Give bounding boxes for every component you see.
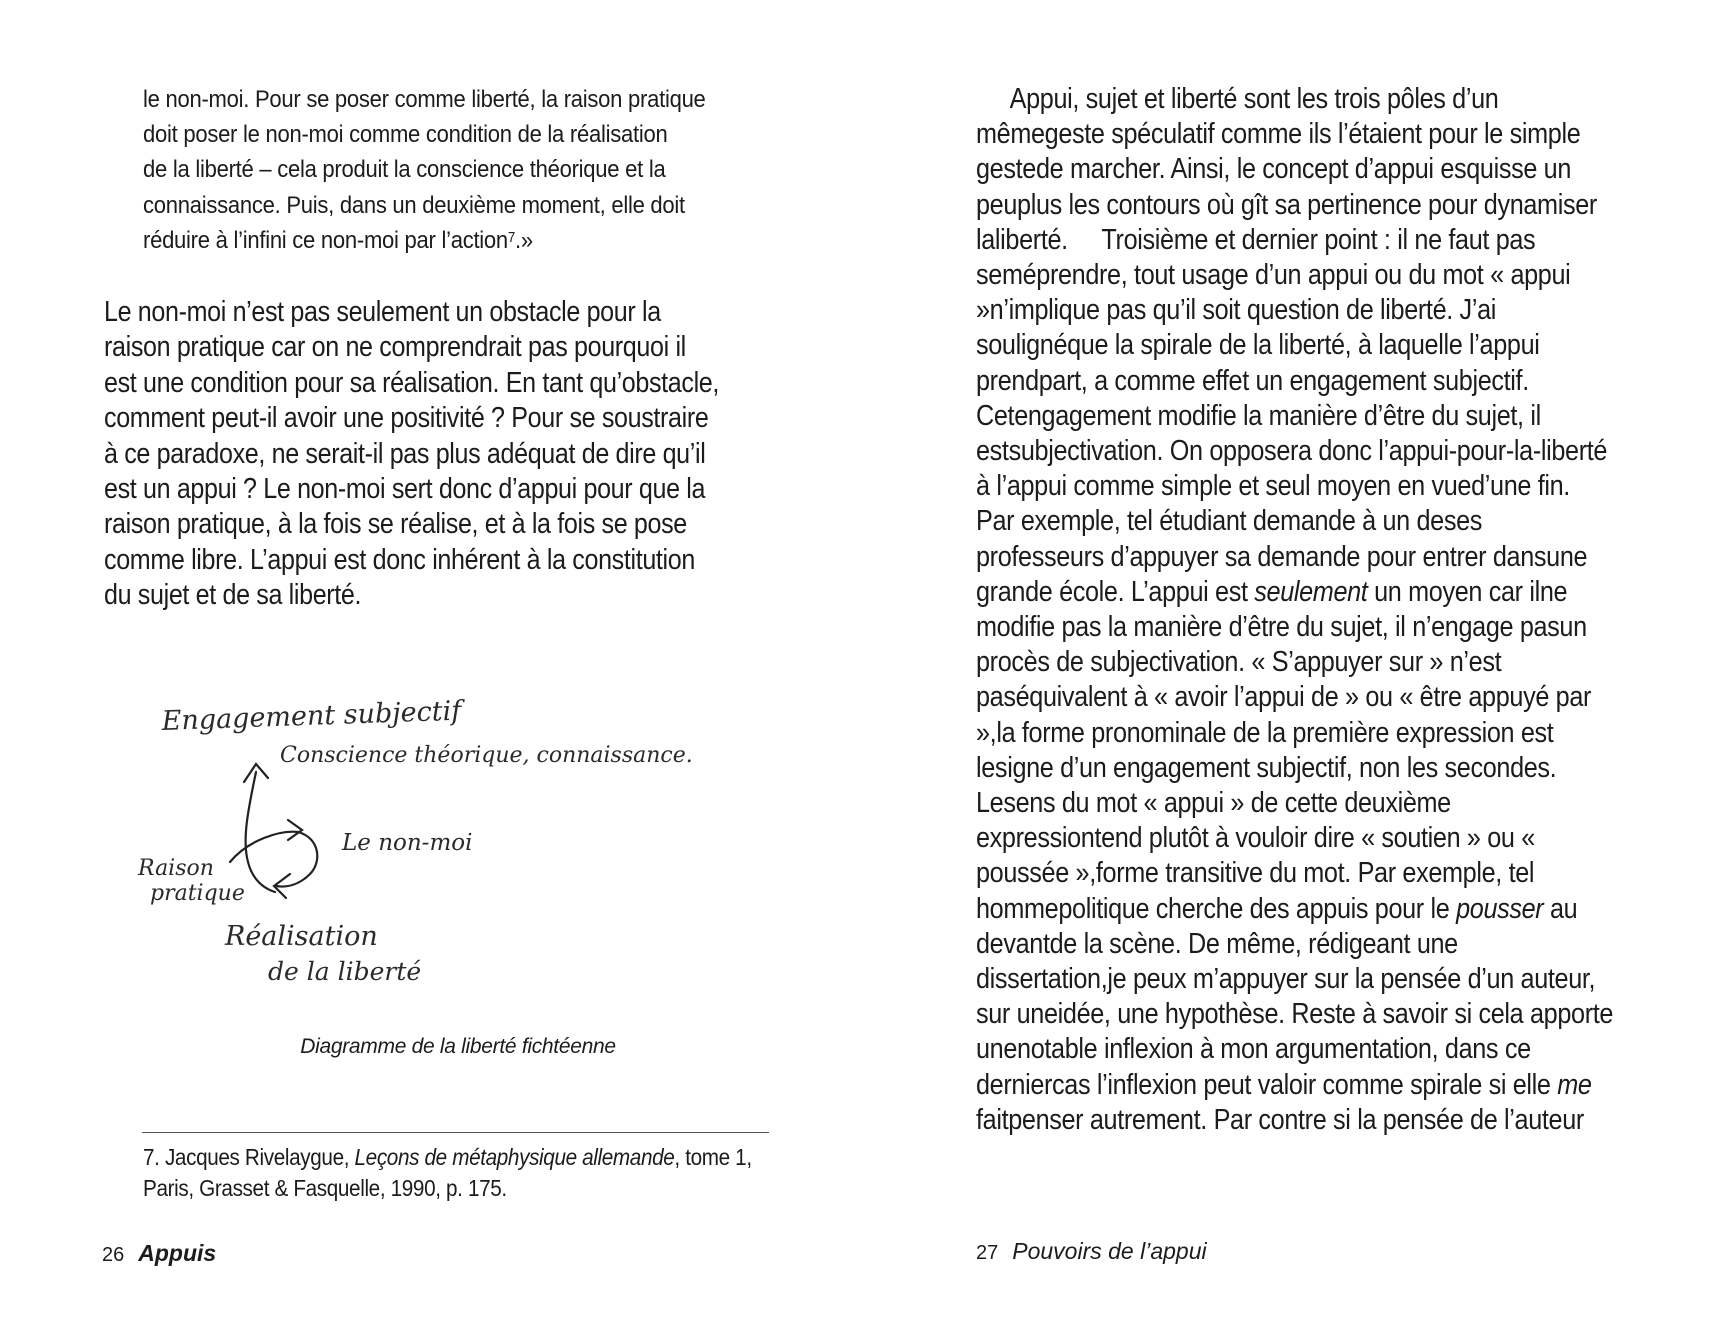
quote-line: le non-moi. Pour se poser comme liberté, la raison pratique — [143, 86, 706, 113]
running-title: Pouvoirs de l’appui — [1012, 1238, 1207, 1264]
quote-line-text: réduire à l’infini ce non-moi par l’action — [143, 226, 508, 254]
cycle-top-head — [288, 820, 302, 840]
text-segment: de marcher. Ainsi, le concept d’appui esquisse un peu — [976, 153, 1572, 221]
text-segment: penser autrement. Par contre si la pensée de l’auteur — [1008, 1103, 1584, 1136]
text-segment: forme transitive du mot. Par exemple, tel homme — [976, 857, 1535, 925]
text-segment: sens du mot « appui » de cette deuxième expression — [976, 787, 1451, 855]
text-line: Le non-moi n’est pas seulement un obstacle pour la — [104, 296, 661, 328]
text-line: raison pratique car on ne comprendrait pas pourquoi — [104, 331, 669, 364]
text-line: se soustraire à ce paradoxe, ne serait-il pas plus adéquat — [104, 402, 709, 470]
footnote-book-title: Leçons de métaphysique allemande — [354, 1144, 675, 1170]
footnote-volume: , tome 1, — [674, 1144, 752, 1170]
text-segment: liberté à l’appui comme simple et seul moyen en vue — [976, 435, 1608, 503]
text-line: constitution du sujet et de sa liberté. — [104, 543, 695, 612]
text-segment: subjectivation. On opposera donc l’appui-pour-la- — [1008, 435, 1541, 468]
quote-line-last — [143, 223, 719, 258]
text-segment: cas l’inflexion peut valoir comme spirale si elle — [1052, 1068, 1558, 1101]
text-segment: notable inflexion à mon argumentation, dans ce dernier — [976, 1033, 1531, 1101]
text-segment: idée, une hypothèse. Reste à savoir si cela apporte une — [976, 998, 1614, 1066]
body-paragraph — [104, 295, 720, 614]
text-segment: la forme pronominale de la première expression est le — [976, 716, 1554, 784]
text-segment: liberté. — [994, 223, 1068, 256]
text-line: il est une condition pour sa réalisation. En tant — [104, 331, 686, 399]
folio-left — [102, 1240, 216, 1267]
page-number: 26 — [102, 1244, 125, 1266]
text-line: fois se pose comme libre. L’appui est donc inhérent à la — [104, 508, 687, 576]
emphasis-text: me — [1557, 1068, 1592, 1101]
handwritten-diagram — [130, 690, 770, 990]
quote-line: doit poser le non-moi comme condition de la réalisation — [143, 121, 668, 149]
text-segment: méprendre, tout usage d’un appui ou du mot « appui » — [976, 259, 1571, 327]
emphasis-text: seulement — [1254, 575, 1368, 608]
emphasis-text: pousser — [1456, 892, 1544, 925]
text-segment: politique cherche des appuis pour le — [1058, 892, 1457, 925]
arrow-up-stroke — [246, 772, 275, 892]
footnote-divider — [142, 1132, 769, 1133]
text-line: de dire qu’il est un appui ? Le non-moi sert donc d’appui — [104, 437, 706, 506]
text-segment: n’implique pas qu’il soit question de liberté. J’ai souligné — [976, 294, 1496, 362]
footnote-author: Jacques Rivelaygue, — [159, 1144, 355, 1170]
text-segment: tend plutôt à vouloir dire « soutien » ou « poussée », — [976, 822, 1535, 890]
footnote-reference[interactable]: 7 — [507, 229, 516, 246]
text-segment: Appui, sujet et liberté sont les trois pôles d’un même — [976, 83, 1499, 151]
page-number: 27 — [976, 1242, 999, 1264]
text-segment: Troisième et dernier point : il ne faut pas se — [976, 223, 1536, 292]
text-segment: signe d’un engagement subjectif, non les secondes. Le — [976, 751, 1557, 820]
text-segment: équivalent à « avoir l’appui de » ou « être appuyé par », — [976, 681, 1592, 749]
right-body-text — [976, 82, 1613, 1138]
footnote-line-2: Paris, Grasset & Fasquelle, 1990, p. 175. — [143, 1175, 507, 1201]
text-segment: fait — [976, 1103, 1009, 1136]
diagram-label-engagement: Engagement subjectif — [161, 695, 462, 737]
text-segment: geste spéculatif comme ils l’étaient pour le simple geste — [976, 118, 1581, 186]
text-segment: que la spirale de la liberté, à laquelle l’appui prend — [976, 329, 1540, 397]
text-line: qu’obstacle, comment peut-il avoir une positivité ? Pour — [104, 366, 720, 435]
running-title: Appuis — [138, 1240, 217, 1266]
text-segment: ne modifie pas la manière d’être du sujet, il n’engage pas — [976, 575, 1568, 644]
text-line — [995, 224, 1068, 256]
text-segment: part, a comme effet un engagement subjectif. Cet — [976, 364, 1529, 432]
text-line — [1009, 435, 1541, 467]
text-segment: plus les contours où gît sa pertinence pour dynamiser la — [976, 188, 1597, 256]
quote-line: connaissance. Puis, dans un deuxième moment, elle doit — [143, 191, 685, 219]
text-segment: engagement modifie la manière d’être du sujet, il est — [976, 399, 1541, 468]
diagram-label-realisation: Réalisation — [225, 921, 378, 952]
text-segment: un moyen car il — [1367, 575, 1540, 608]
block-quote — [143, 82, 719, 258]
text-segment: je peux m’appuyer sur la pensée d’un auteur, sur une — [976, 963, 1596, 1031]
folio-right — [976, 1238, 1207, 1265]
footnote — [143, 1142, 773, 1204]
cycle-right-stroke — [276, 832, 317, 887]
figure-caption: Diagramme de la liberté fichtéenne — [300, 1035, 616, 1058]
footnote-line-1 — [143, 1142, 773, 1173]
diagram-label-raison: Raison — [138, 856, 214, 881]
quote-close: .» — [515, 226, 533, 254]
quote-line: de la liberté – cela produit la conscience théorique et la — [143, 156, 666, 184]
text-line — [1008, 1104, 1584, 1136]
text-segment: un procès de subjectivation. « S’appuyer sur » n’est pas — [976, 611, 1587, 714]
cycle-top-stroke — [230, 832, 298, 862]
diagram-label-liberte: de la liberté — [268, 957, 422, 986]
text-line: pour que la raison pratique, à la fois se réalise, et à la — [104, 473, 706, 541]
diagram-label-pratique: pratique — [150, 881, 245, 906]
text-segment: ses professeurs d’appuyer sa demande pour entrer dans — [976, 505, 1547, 573]
diagram-label-non-moi: Le non-moi — [342, 830, 473, 856]
diagram-arrows — [230, 764, 317, 898]
text-segment: d’une fin. Par exemple, tel étudiant demande à un de — [976, 470, 1570, 538]
text-segment: au devant — [976, 892, 1578, 960]
diagram-label-conscience: Conscience théorique, connaissance. — [280, 743, 693, 768]
text-segment: de la scène. De même, rédigeant une dissertation, — [976, 927, 1458, 996]
footnote-number: 7. — [143, 1144, 160, 1170]
text-segment: une grande école. L’appui est — [976, 540, 1588, 608]
